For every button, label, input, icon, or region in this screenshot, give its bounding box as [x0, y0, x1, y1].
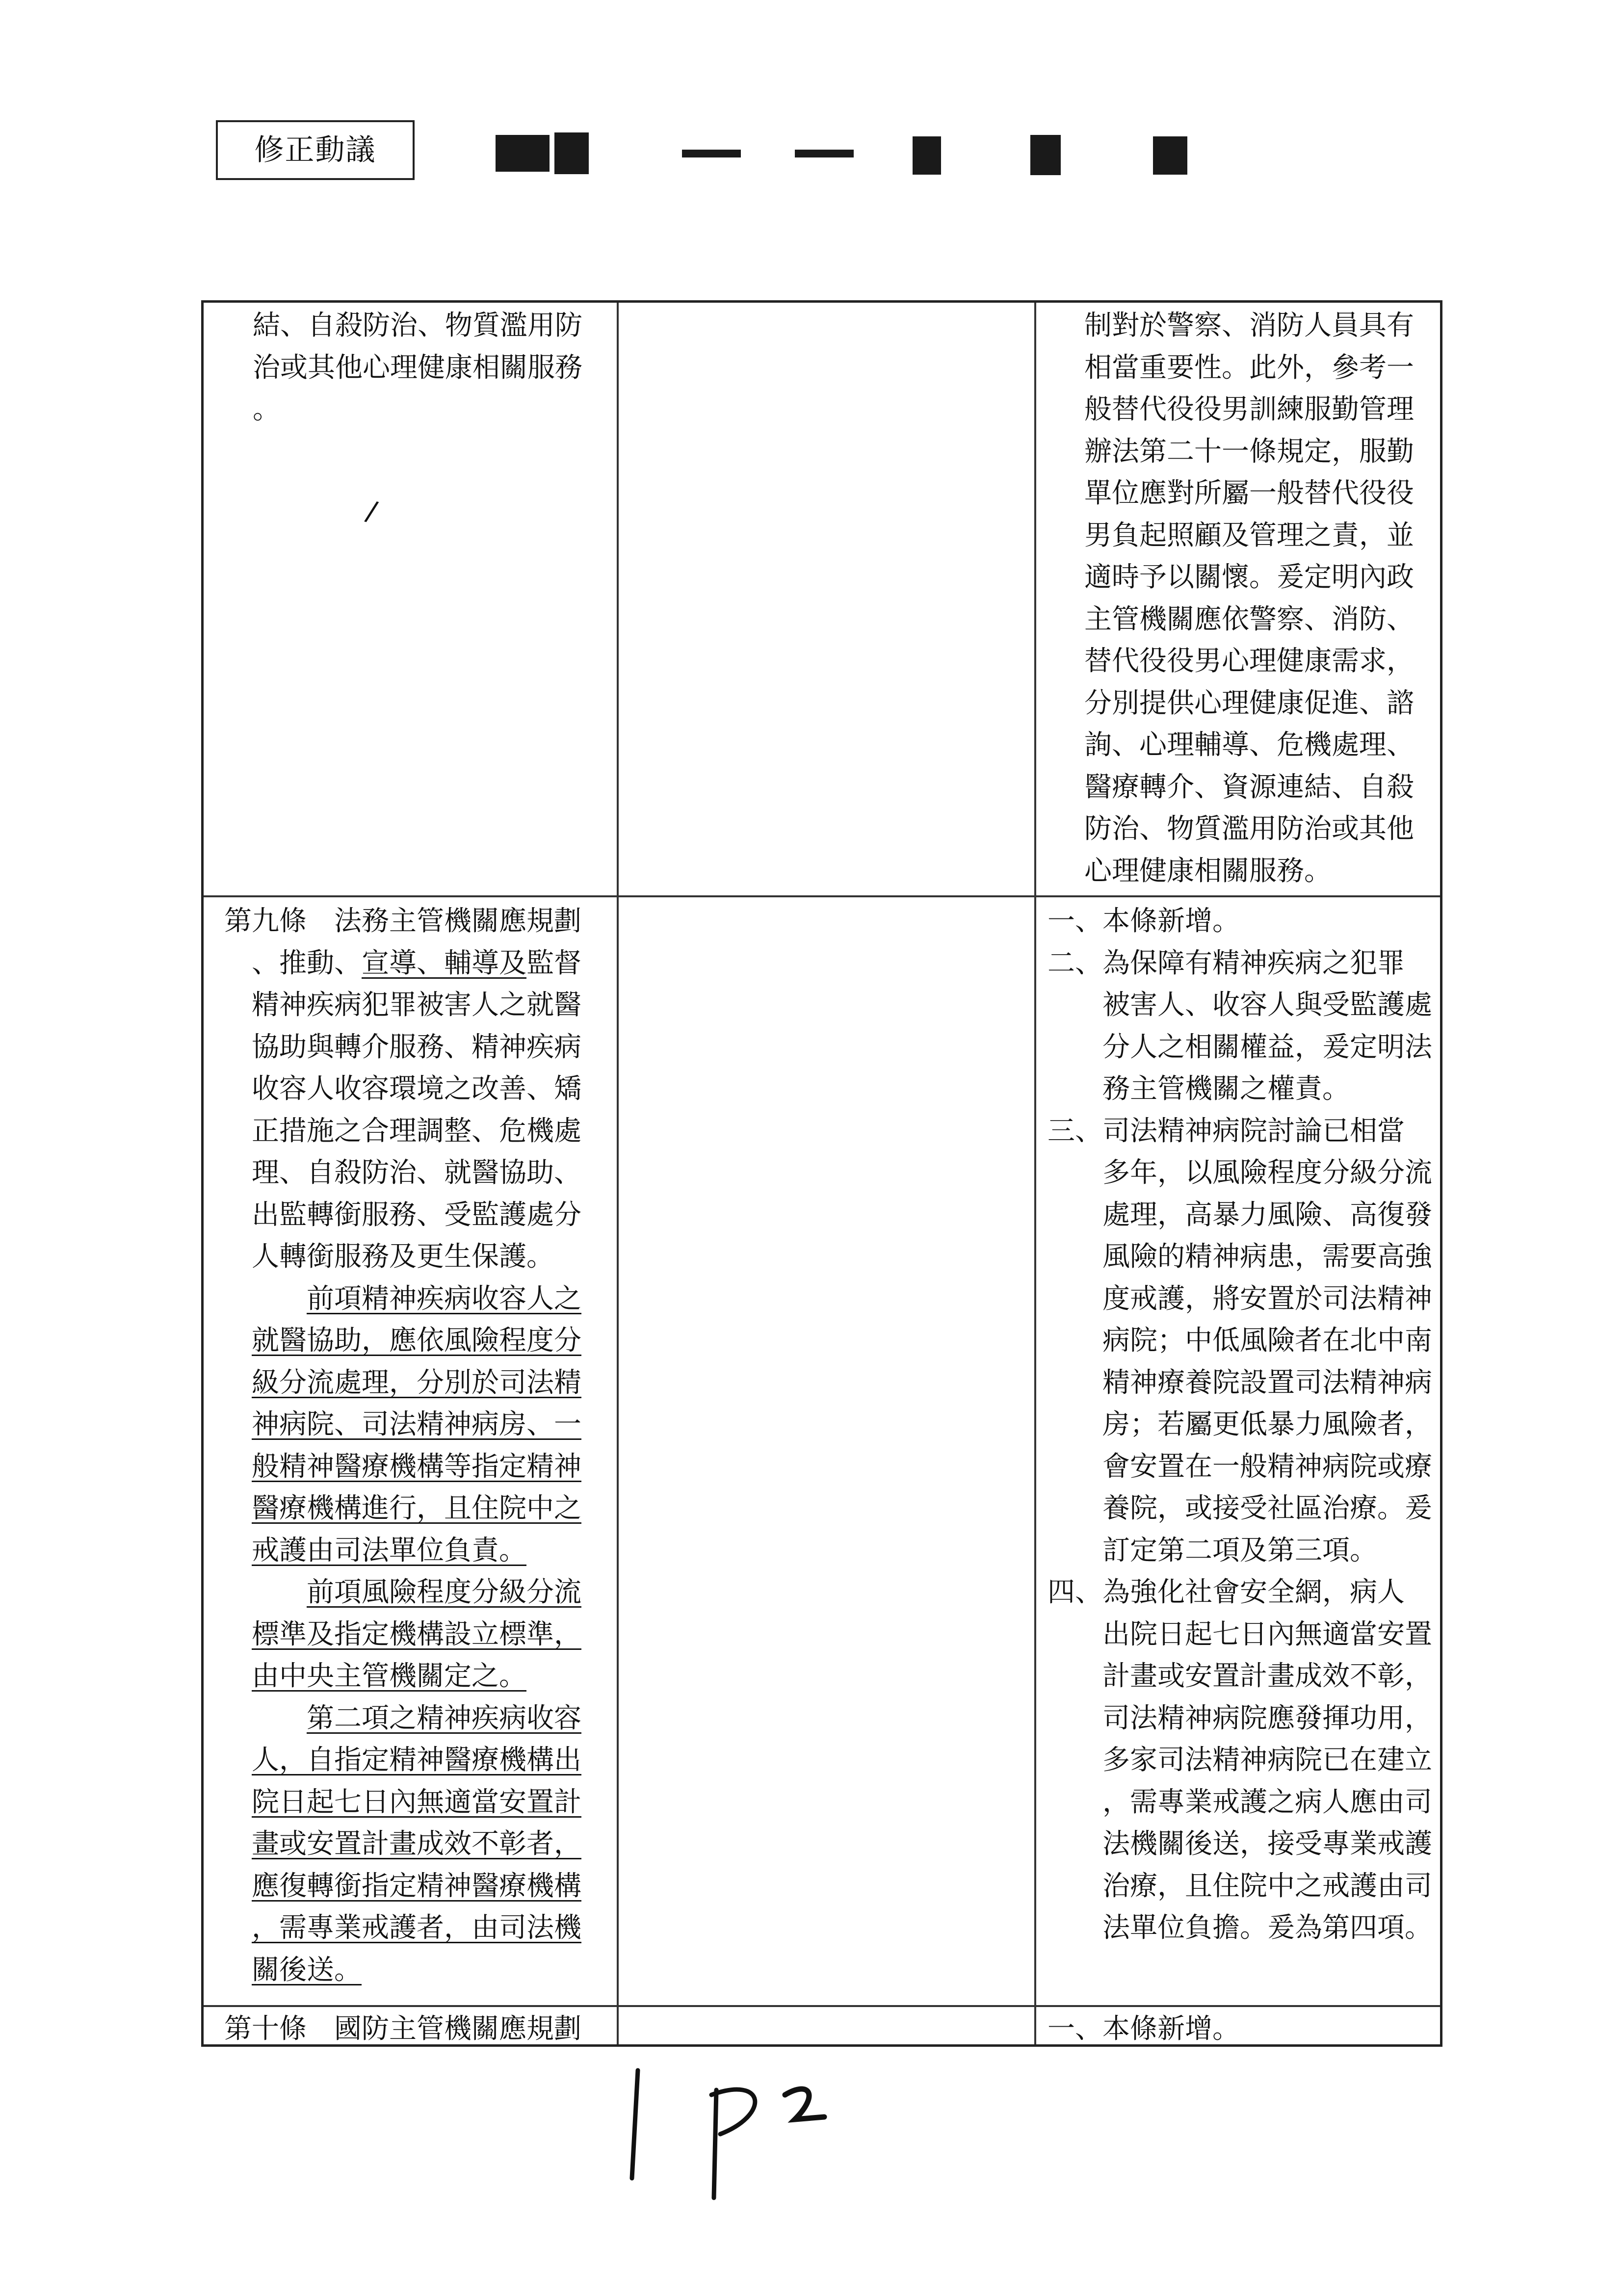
- text-line: 出院日起七日內無適當安置: [1048, 1618, 1432, 1650]
- text-amended: ，需專業戒護者，由司法機: [252, 1912, 581, 1944]
- text-plain: [224, 1744, 252, 1776]
- motion-label-box: [216, 120, 415, 180]
- motion-label: 修正動議: [254, 133, 376, 167]
- article-text-line: [224, 1614, 581, 1656]
- text-plain: 精神疾病犯罪被害人之就醫: [224, 989, 581, 1021]
- text-line: 一、本條新增。: [1048, 2013, 1240, 2045]
- text-line: 計畫或安置計畫成效不彰，: [1048, 1660, 1432, 1692]
- text-line: 法單位負擔。爰為第四項。: [1048, 1912, 1432, 1944]
- text-amended: 人，自指定精神醫療機構出: [252, 1744, 581, 1776]
- text-line: 制對於警察、消防人員具有: [1084, 310, 1414, 341]
- text-plain: [224, 1576, 307, 1608]
- text-plain: [224, 1618, 252, 1650]
- text-line: 治或其他心理健康相關服務: [253, 351, 582, 384]
- article-text-line: [224, 1404, 581, 1446]
- text-plain: [224, 1660, 252, 1692]
- text-line: 養院，或接受社區治療。爰: [1048, 1492, 1432, 1524]
- text-line: 男負起照顧及管理之責，並: [1084, 519, 1414, 551]
- article-text-line: [224, 1781, 581, 1824]
- row-divider-1: [204, 895, 1440, 897]
- text-line: 醫療轉介、資源連結、自殺: [1084, 771, 1414, 803]
- text-line: 第十條 國防主管機關應規劃: [224, 2013, 581, 2045]
- article-text-line: [224, 984, 581, 1026]
- text-plain: [224, 1828, 252, 1860]
- text-plain: 理、自殺防治、就醫協助、: [224, 1157, 581, 1189]
- article-text-line: [224, 942, 581, 985]
- comparison-table: [201, 300, 1442, 2047]
- text-plain: [224, 1451, 252, 1483]
- text-plain: [224, 1870, 252, 1902]
- text-line: 務主管機關之權責。: [1048, 1073, 1350, 1105]
- text-amended: 由中央主管機關定之。: [252, 1660, 526, 1692]
- row-divider-2: [204, 2005, 1440, 2007]
- row2-col3-explanation: [1048, 900, 1432, 1949]
- article-text-line: [224, 1446, 581, 1488]
- text-plain: 正措施之合理調整、危機處: [224, 1115, 581, 1147]
- text-line: ，需專業戒護之病人應由司: [1048, 1786, 1432, 1818]
- text-plain: [224, 1912, 252, 1944]
- text-line: 房；若屬更低暴力風險者，: [1048, 1409, 1432, 1440]
- text-line: 一、本條新增。: [1048, 905, 1240, 937]
- text-plain: 收容人收容環境之改善、矯: [224, 1073, 581, 1105]
- text-amended: 應復轉銜指定精神醫療機構: [252, 1870, 581, 1902]
- handwritten-page-number: [608, 2061, 883, 2208]
- text-line: 病院；中低風險者在北中南: [1048, 1325, 1432, 1357]
- text-amended: 級分流處理，分別於司法精: [252, 1366, 581, 1399]
- article-text-line: [224, 1739, 581, 1781]
- text-line: 治療，且住院中之戒護由司: [1048, 1870, 1432, 1902]
- text-line: 度戒護，將安置於司法精神: [1048, 1282, 1432, 1315]
- article-text-line: [224, 1823, 581, 1865]
- text-line: 相當重要性。此外，參考一: [1084, 351, 1414, 384]
- text-plain: [224, 1367, 252, 1399]
- text-line: 被害人、收容人與受監護處: [1048, 989, 1432, 1021]
- text-line: 精神療養院設置司法精神病: [1048, 1366, 1432, 1399]
- article-text-line: [224, 1152, 581, 1194]
- article-text-line: [224, 1068, 581, 1110]
- article-text-line: [224, 1530, 581, 1572]
- text-plain: [224, 1409, 252, 1440]
- text-plain: [224, 1325, 252, 1357]
- article-text-line: [224, 1487, 581, 1530]
- row3-col3-explanation: [1048, 2008, 1240, 2050]
- text-amended: 標準及指定機構設立標準，: [252, 1618, 581, 1650]
- row3-col1-article-10: [224, 2008, 581, 2050]
- column-divider-1: [617, 303, 619, 2044]
- text-line: 會安置在一般精神病院或療: [1048, 1450, 1432, 1483]
- column-divider-2: [1034, 303, 1036, 2044]
- article-text-line: [224, 1026, 581, 1069]
- text-plain: [224, 1535, 252, 1566]
- article-text-line: [224, 1194, 581, 1236]
- article-text-line: [224, 1571, 581, 1614]
- text-line: 多家司法精神病院已在建立: [1048, 1744, 1432, 1776]
- row2-col1-article-9: [224, 900, 581, 1991]
- text-line: 替代役役男心理健康需求，: [1084, 645, 1414, 677]
- text-line: 分人之相關權益，爰定明法: [1048, 1031, 1432, 1063]
- text-plain: 出監轉銜服務、受監護處分: [224, 1199, 581, 1231]
- text-line: 處理，高暴力風險、高復發: [1048, 1199, 1432, 1231]
- text-line: 司法精神病院應發揮功用，: [1048, 1702, 1432, 1734]
- article-text-line: [224, 1320, 581, 1362]
- article-text-line: [224, 1907, 581, 1949]
- text-plain: 、推動、: [224, 947, 362, 979]
- text-plain: [224, 1786, 252, 1818]
- text-plain: 第九條 法務主管機關應規劃: [224, 905, 581, 937]
- article-text-line: [224, 1236, 581, 1278]
- text-plain: [224, 1702, 307, 1734]
- text-line: 分別提供心理健康促進、諮: [1084, 687, 1414, 719]
- text-line: 般替代役役男訓練服勤管理: [1084, 393, 1414, 425]
- article-text-line: [224, 1655, 581, 1697]
- text-amended: 神病院、司法精神病房、一: [252, 1409, 581, 1440]
- text-amended: 宣導、輔導及: [362, 947, 526, 979]
- text-line: 單位應對所屬一般替代役役: [1084, 477, 1414, 509]
- text-line: 心理健康相關服務。: [1084, 855, 1332, 887]
- text-line: 風險的精神病患，需要高強: [1048, 1241, 1432, 1273]
- text-plain: 協助與轉介服務、精神疾病: [224, 1031, 581, 1063]
- text-line: 結、自殺防治、物質濫用防: [253, 310, 582, 341]
- article-text-line: [224, 1362, 581, 1404]
- text-plain: [224, 1492, 252, 1524]
- text-amended: 前項精神疾病收容人之: [307, 1282, 581, 1315]
- text-line: 二、為保障有精神疾病之犯罪: [1048, 947, 1405, 979]
- text-line: 四、為強化社會安全網，病人: [1048, 1576, 1405, 1608]
- scan-mark: /: [363, 495, 380, 528]
- article-text-line: [224, 900, 581, 942]
- text-plain: 人轉銜服務及更生保護。: [224, 1241, 554, 1273]
- text-line: 防治、物質濫用防治或其他: [1084, 813, 1414, 845]
- text-amended: 就醫協助，應依風險程度分: [252, 1325, 581, 1357]
- text-plain: 監督: [526, 947, 581, 979]
- article-text-line: [224, 1865, 581, 1907]
- text-line: 三、司法精神病院討論已相當: [1048, 1115, 1405, 1147]
- text-amended: 第二項之精神疾病收容: [307, 1702, 581, 1734]
- article-text-line: [224, 1949, 581, 1991]
- article-text-line: [224, 1278, 581, 1320]
- text-line: 多年，以風險程度分級分流: [1048, 1157, 1432, 1189]
- text-amended: 般精神醫療機構等指定精神: [252, 1450, 581, 1483]
- article-text-line: [224, 1110, 581, 1152]
- text-line: 主管機關應依警察、消防、: [1084, 603, 1414, 635]
- text-amended: 醫療機構進行，且住院中之: [252, 1492, 581, 1524]
- text-line: 。: [253, 393, 280, 425]
- text-line: 訂定第二項及第三項。: [1048, 1534, 1377, 1566]
- text-amended: 前項風險程度分級分流: [307, 1576, 581, 1608]
- text-line: 詢、心理輔導、危機處理、: [1084, 729, 1414, 761]
- text-line: 適時予以關懷。爰定明內政: [1084, 561, 1414, 593]
- text-plain: [224, 1283, 307, 1315]
- text-amended: 院日起七日內無適當安置計: [252, 1786, 581, 1818]
- text-amended: 戒護由司法單位負責。: [252, 1534, 526, 1566]
- text-amended: 關後送。: [252, 1954, 362, 1986]
- text-amended: 畫或安置計畫成效不彰者，: [252, 1828, 581, 1860]
- article-text-line: [224, 1697, 581, 1740]
- row1-col3-text: [1084, 305, 1414, 892]
- row1-col1-text: [253, 305, 582, 431]
- text-plain: [224, 1954, 252, 1986]
- text-line: 法機關後送，接受專業戒護: [1048, 1828, 1432, 1860]
- text-line: 辦法第二十一條規定，服勤: [1084, 435, 1414, 468]
